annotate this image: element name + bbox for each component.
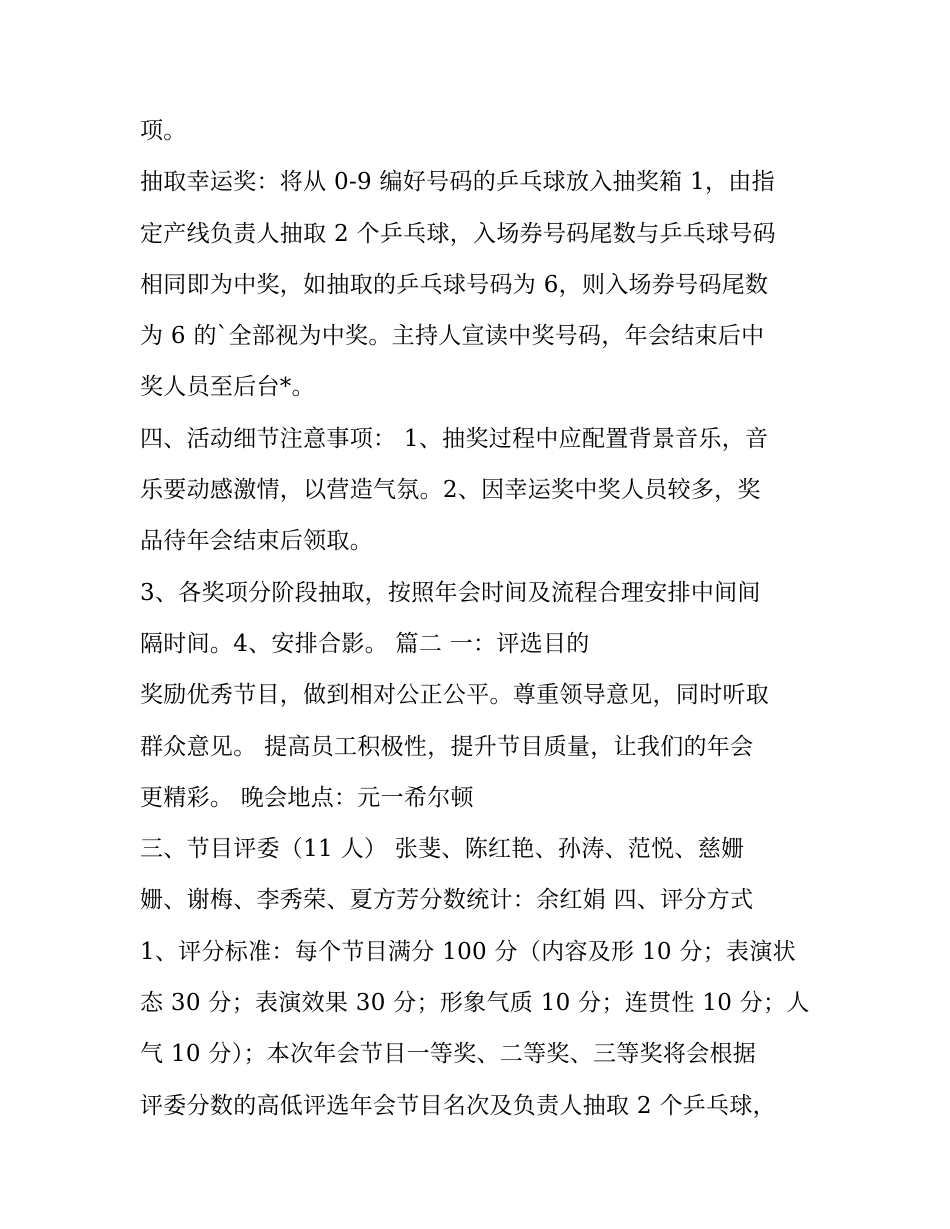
text-line: 为 6 的`全部视为中奖。主持人宣读中奖号码，年会结束后中	[140, 323, 765, 350]
text-line: 气 10 分）；本次年会节目一等奖、二等奖、三等奖将会根据	[140, 1041, 757, 1068]
text-line: 评委分数的高低评选年会节目名次及负责人抽取 2 个乒乓球，	[140, 1092, 776, 1119]
text-line: 3、各奖项分阶段抽取，按照年会时间及流程合理安排中间间	[140, 579, 761, 606]
text-line: 定产线负责人抽取 2 个乒乓球，入场券号码尾数与乒乓球号码	[140, 220, 776, 247]
text-line: 品待年会结束后领取。	[140, 528, 373, 555]
document-body	[140, 106, 830, 1132]
text-line: 四、活动细节注意事项： 1、抽奖过程中应配置背景音乐，音	[140, 425, 769, 452]
text-line: 1、评分标准：每个节目满分 100 分（内容及形 10 分；表演状	[140, 938, 796, 965]
text-line: 乐要动感激情，以营造气氛。2、因幸运奖中奖人员较多，奖	[140, 477, 761, 504]
text-line: 态 30 分；表演效果 30 分；形象气质 10 分；连贯性 10 分；人	[140, 990, 810, 1017]
text-line: 更精彩。 晚会地点：元一希尔顿	[140, 784, 474, 811]
text-line: 姗、谢梅、李秀荣、夏方芳分数统计：余红娟 四、评分方式	[140, 887, 754, 914]
text-line: 奖人员至后台*。	[140, 374, 315, 401]
text-line: 奖励优秀节目，做到相对公正公平。尊重领导意见，同时听取	[140, 682, 770, 709]
text-line: 隔时间。4、安排合影。 篇二 一：评选目的	[140, 630, 590, 657]
text-line: 抽取幸运奖：将从 0-9 编好号码的乒乓球放入抽奖箱 1，由指	[140, 169, 775, 196]
text-line: 三、节目评委（11 人） 张斐、陈红艳、孙涛、范悦、慈姗	[140, 836, 745, 863]
text-line: 相同即为中奖，如抽取的乒乓球号码为 6，则入场券号码尾数	[140, 271, 769, 298]
text-line: 项。	[140, 118, 187, 144]
text-line: 群众意见。 提高员工积极性，提升节目质量，让我们的年会	[140, 733, 754, 760]
